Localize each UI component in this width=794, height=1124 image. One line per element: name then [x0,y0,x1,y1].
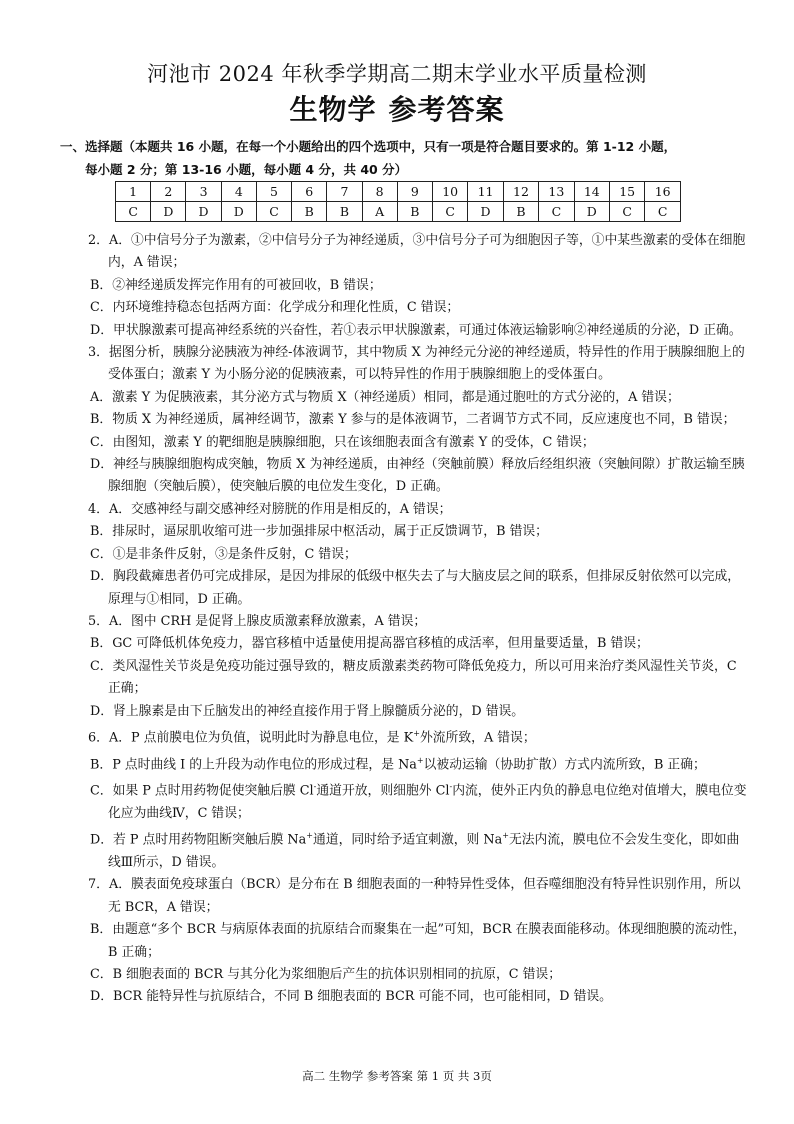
question-7 [60,874,750,1008]
option-b-explanation: B．排尿时，逼尿肌收缩可进一步加强排尿中枢活动，属于正反馈调节，B 错误； [90,524,548,540]
answer-cell: C [539,202,574,222]
option-b-explanation: B．GC 可降低机体免疫力，器官移植中适量使用提高器官移植的成活率，但用量要适量，B 错误； [90,636,649,652]
answer-cell: D [151,202,186,222]
answer-cell: D [221,202,256,222]
option-b-explanation: B．由题意“多个 BCR 与病原体表面的抗原结合而聚集在一起”可知，BCR 在膜表面能移动。体现细胞膜的流动性，B 正确； [90,922,746,960]
explanations [60,230,750,1009]
question-number-cell: 7 [327,182,362,202]
question-number: 3． [88,345,109,361]
question-4 [60,499,750,611]
subject-name: 生物学 [289,93,377,126]
option-d-explanation: D．甲状腺激素可提高神经系统的兴奋性，若①表示甲状腺激素，可通过体液运输影响②神经递质的分泌，D 正确。 [90,322,742,338]
option-a-explanation: A．交感神经与副交感神经对膀胱的作用是相反的，A 错误； [108,501,452,517]
question-number-cell: 12 [503,182,538,202]
option-b-explanation: B．②神经递质发挥完作用有的可被回收，B 错误； [90,277,382,293]
answer-label: 参考答案 [388,93,505,126]
section-heading [60,135,750,181]
answer-cell: B [327,202,362,222]
question-number: 4． [88,501,109,517]
option-c-explanation: C．内环境维持稳态包括两方面：化学成分和理化性质，C 错误； [90,300,460,316]
answer-cell: C [256,202,291,222]
question-number-cell: 16 [645,182,681,202]
question-number-cell: 9 [397,182,432,202]
question-number-cell: 3 [186,182,221,202]
question-3 [60,342,750,499]
option-d-explanation: D．胸段截瘫患者仍可完成排尿，是因为排尿的低级中枢失去了与大脑皮层之间的联系，但排尿反射依然可以完成，原理与①相同，D 正确。 [90,569,741,607]
answer-cell: B [292,202,327,222]
answer-table-numbers-row [116,182,681,202]
question-number-cell: 11 [468,182,503,202]
question-number-cell: 5 [256,182,291,202]
option-c-explanation: C．①是非条件反射，③是条件反射，C 错误； [90,546,357,562]
question-number-cell: 15 [609,182,644,202]
question-5 [60,611,750,723]
answer-cell: C [116,202,151,222]
question-number-cell: 6 [292,182,327,202]
question-number-cell: 1 [116,182,151,202]
option-b-explanation: B．P 点时曲线 I 的上升段为动作电位的形成过程，是 Na+以被动运输（协助扩散）方式内流所致，B 正确； [90,755,706,772]
answer-table-answers-row [116,202,681,222]
answer-cell: B [397,202,432,222]
option-a-explanation: 6．A．P 点前膜电位为负值，说明此时为静息电位，是 K+外流所致，A 错误； [88,728,536,746]
option-b-explanation: B．物质 X 为神经递质，属神经调节，激素 Y 参与的是体液调节，二者调节方式不同，反应速度也不同，B 错误； [90,412,736,428]
question-number: 6． [88,730,109,746]
question-number: 7． [88,877,109,893]
answer-cell: B [503,202,538,222]
option-c-explanation: C．B 细胞表面的 BCR 与其分化为浆细胞后产生的抗体识别相同的抗原，C 错误； [90,967,562,983]
question-number-cell: 14 [574,182,609,202]
answer-cell: D [468,202,503,222]
question-number-cell: 10 [432,182,467,202]
question-intro: 据图分析，胰腺分泌胰液为神经-体液调节，其中物质 X 为神经元分泌的神经递质，特异性的作用于胰腺细胞上的受体蛋白；激素 Y 为小肠分泌的促胰液素，可以特异性的作用于胰腺细胞上的受体蛋白。 [108,345,745,383]
question-number-cell: 2 [151,182,186,202]
question-number: 2． [88,233,109,248]
question-2 [60,230,750,342]
page-title: 河池市 2024 年秋季学期高二期末学业水平质量检测 [147,62,647,86]
option-c-explanation: C．类风湿性关节炎是免疫功能过强导致的，糖皮质激素类药物可降低免疫力，所以可用来治疗类风湿性关节炎，C 正确； [90,658,737,697]
section-heading-line1: 一、选择题（本题共 16 小题，在每一个小题给出的四个选项中，只有一项是符合题目要求的。第 1-12 小题， [60,139,677,154]
question-number-cell: 13 [539,182,574,202]
option-a-explanation: A．图中 CRH 是促肾上腺皮质激素释放激素，A 错误； [108,613,427,629]
answer-cell: D [574,202,609,222]
option-d-explanation: D．神经与胰腺细胞构成突触，物质 X 为神经递质，由神经（突触前膜）释放后经组织液（突触间隙）扩散运输至胰腺细胞（突触后膜），使突触后膜的电位发生变化，D 正确。 [90,457,745,495]
answer-cell: C [609,202,644,222]
answer-cell: A [362,202,397,222]
option-d-explanation: D．若 P 点时用药物阻断突触后膜 Na+通道，同时给予适宜刺激，则 Na+无法内流，膜电位不会发生变化，即如曲线Ⅲ所示，D 错误。 [90,831,740,871]
option-a-explanation: A．①中信号分子为激素，②中信号分子为神经递质，③中信号分子可为细胞因子等，①中某些激素的受体在细胞内，A 错误； [108,233,746,271]
answer-cell: C [432,202,467,222]
question-6 [60,723,750,875]
page-footer: 高二 生物学 参考答案 第 1 页 共 3页 [302,1069,492,1083]
answer-cell: C [645,202,681,222]
question-number: 5． [88,613,109,629]
answer-table [115,181,681,222]
page-subtitle [0,88,794,128]
section-heading-line2: 每小题 2 分；第 13-16 小题，每小题 4 分，共 40 分） [85,162,408,177]
option-a-explanation: A．膜表面免疫球蛋白（BCR）是分布在 B 细胞表面的一种特异性受体，但吞噬细胞没有特异性识别作用，所以无 BCR，A 错误； [108,877,741,915]
option-c-explanation: C．由图知，激素 Y 的靶细胞是胰腺细胞，只在该细胞表面含有激素 Y 的受体，C 错误； [90,434,595,450]
question-number-cell: 8 [362,182,397,202]
option-a-explanation: A．激素 Y 为促胰液素，其分泌方式与物质 X（神经递质）相同，都是通过胞吐的方式分泌的，A 错误； [90,389,680,405]
option-d-explanation: D．BCR 能特异性与抗原结合，不同 B 细胞表面的 BCR 可能不同，也可能相同，D 错误。 [90,989,612,1005]
answer-cell: D [186,202,221,222]
option-c-explanation: C．如果 P 点时用药物促使突触后膜 Cl-通道开放，则细胞外 Cl-内流，使外正内负的静息电位绝对值增大，膜电位变化应为曲线Ⅳ，C 错误； [90,782,747,821]
question-number-cell: 4 [221,182,256,202]
option-d-explanation: D．肾上腺素是由下丘脑发出的神经直接作用于肾上腺髓质分泌的，D 错误。 [90,703,525,719]
